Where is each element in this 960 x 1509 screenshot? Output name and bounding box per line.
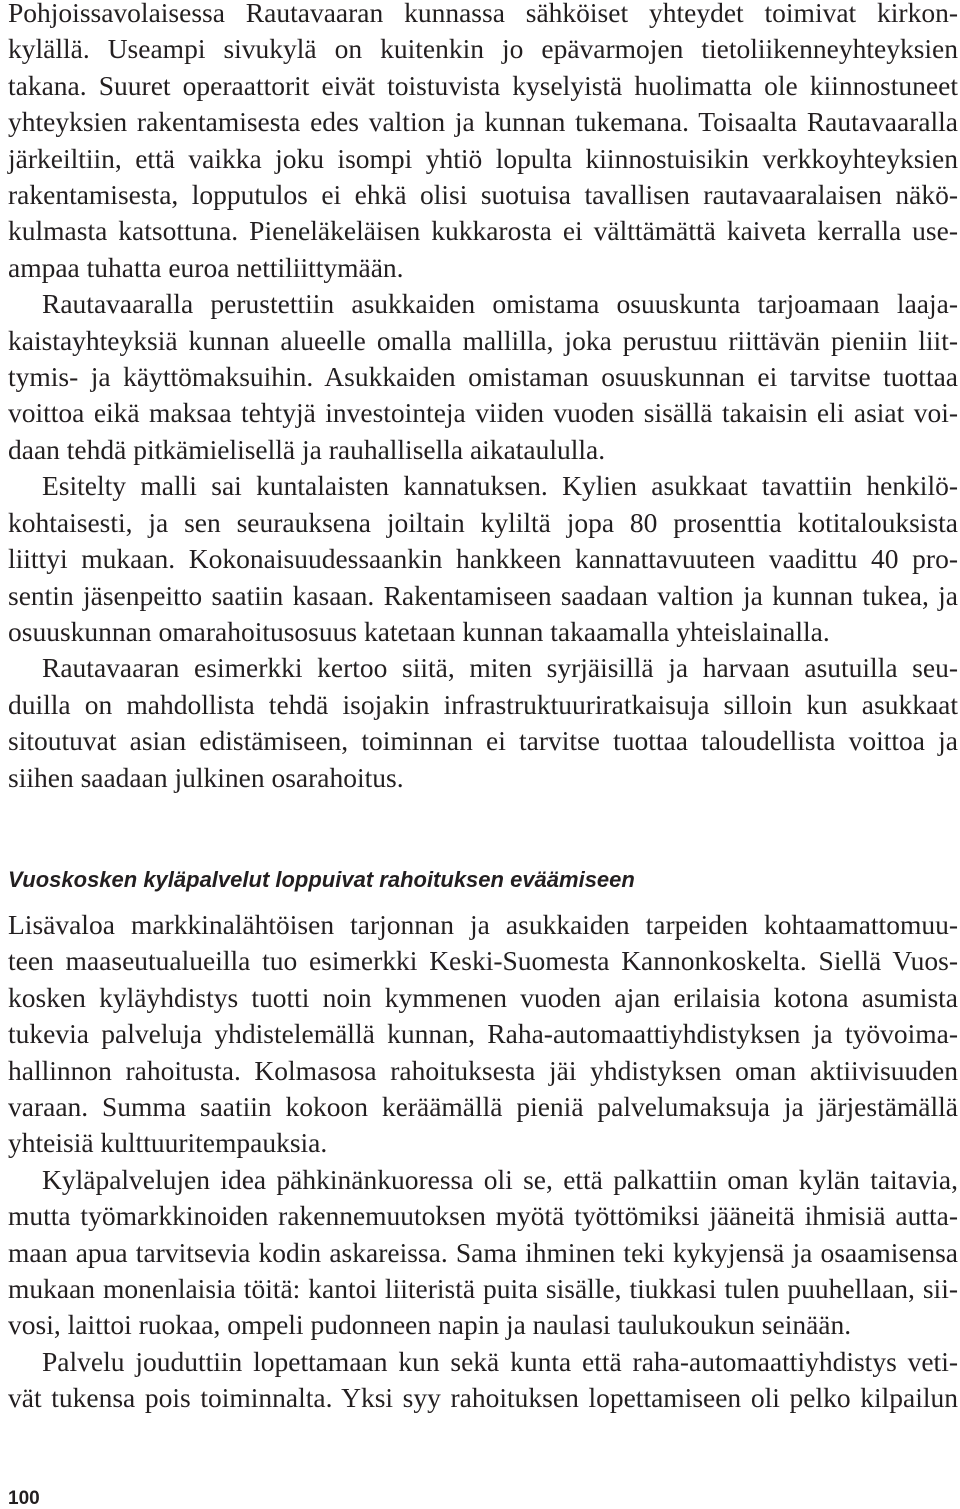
text-line: daan tehdä pitkämielisellä ja rauhallisella aikataululla.: [8, 433, 606, 465]
text-line: järkeiltiin, että vaikka joku isompi yhtiö lopulta kiinnostuisikin verkkoyhteyksien: [8, 142, 958, 174]
text-line: voittoa eikä maksaa tehtyjä investointeja viiden vuoden sisällä takaisin eli asiat voi-: [8, 397, 958, 429]
text-line: maan apua tarvitsevia kodin askareissa. Sama ihminen teki kykyjensä ja osaamisensa: [8, 1236, 958, 1268]
paragraph: [8, 0, 958, 286]
text-line: tukevia palveluja yhdistelemällä kunnan, Raha-automaattiyhdistyksen ja työvoima-: [8, 1018, 958, 1050]
text-line: osuuskunnan omarahoitusosuus katetaan kunnan takaamalla yhteislainalla.: [8, 615, 830, 647]
paragraph: [8, 907, 958, 1162]
paragraph: [8, 1344, 958, 1417]
text-line: Pohjoissavolaisessa Rautavaaran kunnassa sähköiset yhteydet toimivat kirkon-: [8, 0, 958, 28]
text-line: mutta työmarkkinoiden rakennemuutoksen myötä työttömiksi jääneitä ihmisiä autta-: [8, 1200, 958, 1232]
text-line: vät tukensa pois toiminnalta. Yksi syy rahoituksen lopettamiseen oli pelko kilpailun: [8, 1382, 958, 1414]
text-line: Esitelty malli sai kuntalaisten kannatuksen. Kylien asukkaat tavattiin henkilö-: [42, 470, 958, 502]
text-line: kylällä. Useampi sivukylä on kuitenkin jo epävarmojen tietoliikenneyhteyksien: [8, 33, 958, 65]
text-line: siihen saadaan julkinen osarahoitus.: [8, 761, 404, 793]
text-line: Palvelu jouduttiin lopettamaan kun sekä kunta että raha-automaattiyhdistys veti-: [42, 1345, 958, 1377]
text-line: ampaa tuhatta euroa nettiliittymään.: [8, 251, 404, 283]
body-text-before-heading: [8, 0, 958, 796]
text-line: mukaan monenlaisia töitä: kantoi liiteristä puita sisälle, tiukkasi tulen puuhellaan, sii-: [8, 1273, 958, 1305]
text-line: hallinnon rahoitusta. Kolmasosa rahoituksesta jäi yhdistyksen oman aktiivisuuden: [8, 1054, 958, 1086]
text-line: kohtaisesti, ja sen seurauksena joiltain kyliltä jopa 80 prosenttia kotitalouksista: [8, 506, 958, 538]
paragraph: [8, 1162, 958, 1344]
text-line: yhteisiä kulttuuritempauksia.: [8, 1127, 328, 1159]
section-heading: Vuoskosken kyläpalvelut loppuivat rahoituksen eväämiseen: [8, 867, 635, 892]
text-line: vosi, laittoi ruokaa, ompeli pudonneen napin ja naulasi taulukoukun seinään.: [8, 1309, 852, 1341]
page-number: 100: [8, 1488, 40, 1509]
text-line: sitoutuvat asian edistämiseen, toiminnan ei tarvitse tuottaa taloudellista voittoa ja: [8, 725, 958, 757]
text-line: Kyläpalvelujen idea pähkinänkuoressa oli se, että palkattiin oman kylän taitavia,: [42, 1163, 958, 1195]
section-body-text: [8, 907, 958, 1417]
text-line: duilla on mahdollista tehdä isojakin infrastruktuuriratkaisuja silloin kun asukkaat: [8, 688, 958, 720]
text-line: Lisävaloa markkinalähtöisen tarjonnan ja asukkaiden tarpeiden kohtaamattomuu-: [8, 909, 958, 940]
text-line: varaan. Summa saatiin kokoon keräämällä pieniä palvelumaksuja ja järjestämällä: [8, 1091, 958, 1123]
text-line: yhteyksien rakentamisesta edes valtion ja kunnan tukemana. Toisaalta Rautavaaralla: [8, 106, 958, 138]
text-line: rakentamisesta, lopputulos ei ehkä olisi suotuisa tavallisen rautavaaralaisen näkö-: [8, 179, 958, 211]
text-line: tymis- ja käyttömaksuihin. Asukkaiden omistaman osuuskunnan ei tarvitse tuottaa: [8, 361, 958, 393]
text-line: liittyi mukaan. Kokonaisuudessaankin hankkeen kannattavuuteen vaadittu 40 pro-: [8, 543, 958, 575]
text-line: Rautavaaralla perustettiin asukkaiden omistama osuuskunta tarjoamaan laaja-: [42, 288, 958, 320]
paragraph: [8, 286, 958, 468]
paragraph: [8, 468, 958, 650]
text-line: kaistayhteyksiä kunnan alueelle omalla mallilla, joka perustuu riittävän pieniin liit-: [8, 324, 958, 356]
text-line: teen maaseutualueilla tuo esimerkki Keski-Suomesta Kannonkoskelta. Siellä Vuos-: [8, 945, 958, 977]
text-line: sentin jäsenpeitto saatiin kasaan. Rakentamiseen saadaan valtion ja kunnan tukea, ja: [8, 579, 958, 611]
text-line: kosken kyläyhdistys tuotti noin kymmenen vuoden ajan erilaisia kotona asumista: [8, 981, 958, 1013]
text-line: takana. Suuret operaattorit eivät toistuvista kyselyistä huolimatta ole kiinnostuneet: [8, 69, 958, 101]
text-line: kulmasta katsottuna. Pieneläkeläisen kukkarosta ei välttämättä kaiveta kerralla use-: [8, 215, 958, 247]
text-line: Rautavaaran esimerkki kertoo siitä, miten syrjäisillä ja harvaan asutuilla seu-: [42, 652, 958, 684]
paragraph: [8, 650, 958, 796]
